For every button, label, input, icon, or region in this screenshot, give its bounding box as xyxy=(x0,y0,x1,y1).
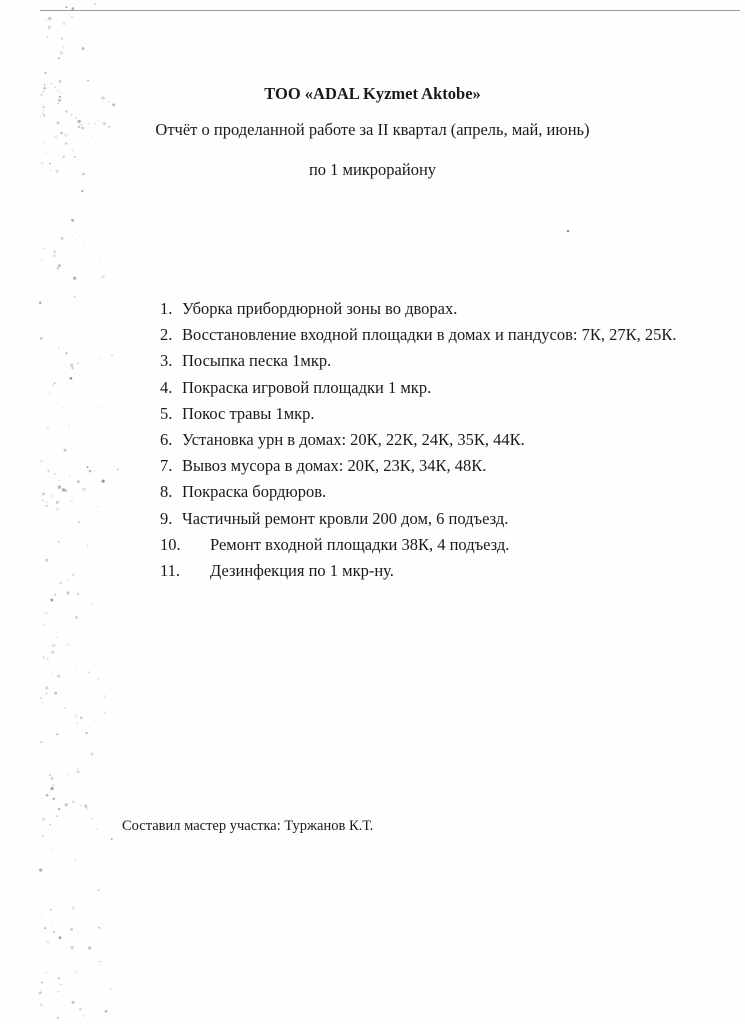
list-item-text: Ремонт входной площадки 38К, 4 подъезд. xyxy=(210,534,510,554)
speckle-dot xyxy=(44,998,45,999)
report-scope: по 1 микрорайону xyxy=(308,160,437,179)
speckle-dot xyxy=(98,405,101,408)
speckle-dot xyxy=(49,791,51,793)
speckle-dot xyxy=(46,972,48,974)
list-item-number: 4. xyxy=(160,377,173,397)
speckle-dot xyxy=(63,156,65,158)
speckle-dot xyxy=(65,110,68,113)
speckle-dot xyxy=(44,927,46,929)
speckle-dot xyxy=(65,803,68,806)
speckle-dot xyxy=(104,712,106,714)
speckle-dot xyxy=(101,479,104,482)
speckle-dot xyxy=(51,651,54,654)
speckle-dot xyxy=(57,267,60,270)
speckle-dot xyxy=(43,110,44,111)
speckle-dot xyxy=(39,868,42,871)
speckle-dot xyxy=(81,805,82,806)
speckle-dot xyxy=(48,17,51,20)
list-item xyxy=(160,506,720,532)
speckle-dot xyxy=(59,582,62,585)
list-item-number: 10. xyxy=(160,534,181,554)
speckle-dot xyxy=(50,373,51,374)
speckle-dot xyxy=(71,16,74,19)
speckle-dot xyxy=(41,982,43,984)
list-item xyxy=(160,558,720,584)
speckle-dot xyxy=(52,316,53,317)
speckle-dot xyxy=(83,488,86,491)
speckle-dot xyxy=(43,114,45,116)
speckle-dot xyxy=(53,239,54,240)
speckle-dot xyxy=(77,722,79,724)
speckle-dot xyxy=(54,473,56,475)
speckle-dot xyxy=(43,275,44,276)
speckle-dot xyxy=(120,525,121,526)
speckle-dot xyxy=(98,846,99,847)
speckle-dot xyxy=(47,426,49,428)
speckle-dot xyxy=(75,117,77,119)
speckle-dot xyxy=(39,991,42,994)
speckle-dot xyxy=(46,602,47,603)
speckle-dot xyxy=(39,1003,42,1006)
speckle-dot xyxy=(58,146,59,147)
speckle-dot xyxy=(89,470,92,473)
speckle-dot xyxy=(40,741,42,743)
list-item-text: Покраска бордюров. xyxy=(182,482,327,502)
speckle-dot xyxy=(58,613,59,614)
speckle-dot xyxy=(41,583,43,585)
speckle-dot xyxy=(82,47,85,50)
speckle-dot xyxy=(72,7,75,10)
speckle-dot xyxy=(56,637,57,638)
speckle-dot xyxy=(44,72,46,74)
speckle-dot xyxy=(39,301,42,304)
speckle-dot xyxy=(105,1010,108,1013)
speckle-dot xyxy=(62,762,63,763)
speckle-dot xyxy=(40,697,41,698)
speckle-dot xyxy=(50,849,52,851)
speckle-dot xyxy=(100,358,101,359)
speckle-dot xyxy=(67,643,70,646)
speckle-dot xyxy=(53,1021,55,1023)
list-item-text: Посыпка песка 1мкр. xyxy=(182,351,332,371)
speckle-dot xyxy=(75,971,78,974)
speckle-dot xyxy=(78,521,81,524)
speckle-dot xyxy=(45,612,47,614)
speckle-dot xyxy=(52,672,53,673)
speckle-dot xyxy=(56,508,58,510)
list-item-number: 9. xyxy=(160,508,173,528)
speckle-dot xyxy=(50,909,51,910)
speckle-dot xyxy=(56,733,58,735)
speckle-dot xyxy=(42,106,45,109)
speckle-dot xyxy=(53,251,55,253)
list-item-text: Восстановление входной площадки в домах и пандусов: 7К, 27К, 25К. xyxy=(182,325,677,345)
list-item xyxy=(160,427,720,453)
speckle-dot xyxy=(60,984,62,986)
speckle-dot xyxy=(61,995,62,996)
speckle-dot xyxy=(69,425,70,426)
speckle-dot xyxy=(58,808,60,810)
speckle-dot xyxy=(85,732,87,734)
speckle-dot xyxy=(70,928,73,931)
speckle-dot xyxy=(53,781,54,782)
speckle-dot xyxy=(46,794,49,797)
speckle-dot xyxy=(83,1015,85,1017)
speckle-dot xyxy=(52,784,54,786)
speckle-dot xyxy=(79,1008,82,1011)
speckle-dot xyxy=(42,818,45,821)
list-item xyxy=(160,401,720,427)
speckle-dot xyxy=(74,859,76,861)
speckle-dot xyxy=(64,707,66,709)
speckle-dot xyxy=(65,142,68,145)
speckle-dot xyxy=(65,352,67,354)
speckle-dot xyxy=(54,382,56,384)
speckle-dot xyxy=(97,506,99,508)
speckle-dot xyxy=(49,775,51,777)
speckle-dot xyxy=(63,450,65,452)
speckle-dot xyxy=(88,671,90,673)
speckle-dot xyxy=(66,591,69,594)
speckle-dot xyxy=(53,254,56,257)
speckle-dot xyxy=(45,686,48,689)
speckle-dot xyxy=(81,190,83,192)
list-item-number: 8. xyxy=(160,482,173,502)
list-item xyxy=(160,453,720,479)
speckle-dot xyxy=(45,19,47,21)
speckle-dot xyxy=(87,466,89,468)
speckle-dot xyxy=(102,275,105,278)
speckle-dot xyxy=(52,644,55,647)
speckle-dot xyxy=(86,807,88,809)
speckle-dot xyxy=(111,838,113,840)
speckle-dot xyxy=(95,491,96,492)
speckle-dot xyxy=(41,499,44,502)
speckle-dot xyxy=(44,248,45,249)
speckle-dot xyxy=(53,461,54,462)
speckle-dot xyxy=(74,957,75,958)
speckle-dot xyxy=(59,480,60,481)
signature-line: Составил мастер участка: Туржанов К.Т. xyxy=(122,818,374,834)
speckle-dot xyxy=(50,787,53,790)
speckle-dot xyxy=(72,801,74,803)
list-item-number: 1. xyxy=(160,299,173,318)
speckle-dot xyxy=(58,991,59,992)
speckle-dot xyxy=(73,296,75,298)
speckle-dot xyxy=(42,492,45,495)
speckle-dot xyxy=(75,616,78,619)
speckle-dot xyxy=(59,713,60,714)
speckle-dot xyxy=(87,79,89,81)
speckle-dot xyxy=(65,489,67,491)
speckle-dot xyxy=(71,907,74,910)
speckle-dot xyxy=(46,880,47,881)
list-item xyxy=(160,375,720,401)
speckle-dot xyxy=(47,469,49,471)
speckle-dot xyxy=(58,977,60,979)
list-item xyxy=(160,479,720,505)
speckle-dot xyxy=(54,282,55,283)
speckle-dot xyxy=(45,559,48,562)
speckle-dot xyxy=(58,57,60,59)
speckle-dot xyxy=(57,991,58,992)
list-item-text: Дезинфекция по 1 мкр-ну. xyxy=(210,561,394,581)
speckle-dot xyxy=(57,1017,59,1019)
speckle-dot xyxy=(61,37,63,39)
speckle-dot xyxy=(40,798,41,799)
speckle-dot xyxy=(56,825,58,827)
speckle-dot xyxy=(58,347,59,348)
speckle-dot xyxy=(48,392,50,394)
speckle-dot xyxy=(77,593,79,595)
speckle-dot xyxy=(91,818,92,819)
speckle-dot xyxy=(48,28,49,29)
speckle-dot xyxy=(53,931,55,933)
speckle-dot xyxy=(43,142,45,144)
speckle-dot xyxy=(71,149,73,151)
speckle-dot xyxy=(74,156,76,158)
speckle-dot xyxy=(54,594,56,596)
speckle-dot xyxy=(98,678,99,679)
list-item-text: Частичный ремонт кровли 200 дом, 6 подъезд. xyxy=(182,508,509,528)
speckle-dot xyxy=(49,824,51,826)
speckle-dot xyxy=(77,362,80,365)
speckle-dot xyxy=(72,235,73,236)
speckle-dot xyxy=(80,717,83,720)
speckle-dot xyxy=(104,695,106,697)
speckle-dot xyxy=(87,545,89,547)
work-list xyxy=(160,296,720,584)
list-item xyxy=(160,322,720,348)
speckle-dot xyxy=(54,692,57,695)
speckle-dot xyxy=(52,384,54,386)
speckle-dot xyxy=(45,78,46,79)
speckle-dot xyxy=(96,829,97,830)
speckle-dot xyxy=(71,367,74,370)
speckle-dot xyxy=(46,501,47,502)
speckle-dot xyxy=(42,656,45,659)
scan-speckle-noise xyxy=(30,0,140,1024)
speckle-dot xyxy=(67,579,69,581)
list-item-number: 2. xyxy=(160,325,173,345)
speckle-dot xyxy=(56,815,57,816)
speckle-dot xyxy=(117,468,119,470)
speckle-dot xyxy=(72,574,75,577)
speckle-dot xyxy=(98,889,100,891)
list-item-number: 11. xyxy=(160,561,181,581)
list-item-text: Покос травы 1мкр. xyxy=(182,403,315,423)
speckle-dot xyxy=(42,112,44,114)
list-item-number: 6. xyxy=(160,430,173,450)
speckle-dot xyxy=(58,541,60,543)
speckle-dot xyxy=(58,501,60,503)
speckle-dot xyxy=(50,599,53,602)
speckle-dot xyxy=(83,951,84,952)
speckle-dot xyxy=(49,573,50,574)
speckle-dot xyxy=(98,927,100,929)
speckle-dot xyxy=(71,114,72,115)
speckle-dot xyxy=(40,917,41,918)
speckle-dot xyxy=(59,936,62,939)
speckle-dot xyxy=(71,1001,74,1004)
speckle-dot xyxy=(56,193,57,194)
speckle-dot xyxy=(56,501,58,503)
speckle-dot xyxy=(67,773,69,775)
speckle-dot xyxy=(41,702,44,705)
speckle-dot xyxy=(47,36,48,37)
speckle-dot xyxy=(63,22,66,25)
speckle-dot xyxy=(84,245,86,247)
speckle-dot xyxy=(88,946,91,949)
scan-dot xyxy=(567,230,569,232)
list-item-text: Установка урн в домах: 20К, 22К, 24К, 35К, 44К. xyxy=(182,430,525,450)
speckle-dot xyxy=(77,768,79,770)
speckle-dot xyxy=(76,232,77,233)
speckle-dot xyxy=(52,797,55,800)
speckle-dot xyxy=(69,377,72,380)
speckle-dot xyxy=(46,505,48,507)
speckle-dot xyxy=(77,480,80,483)
list-item-number: 7. xyxy=(160,456,173,476)
speckle-dot xyxy=(58,264,61,267)
speckle-dot xyxy=(74,664,76,666)
speckle-dot xyxy=(57,675,60,678)
speckle-dot xyxy=(47,940,50,943)
speckle-dot xyxy=(45,692,47,694)
speckle-dot xyxy=(46,658,48,660)
speckle-dot xyxy=(71,500,73,502)
speckle-dot xyxy=(40,259,43,262)
speckle-dot xyxy=(65,143,66,144)
page-title: ТОО «ADAL Kyzmet Aktobe» xyxy=(264,84,481,103)
speckle-dot xyxy=(96,470,97,471)
list-item xyxy=(160,348,720,374)
speckle-dot xyxy=(60,51,63,54)
scan-top-edge xyxy=(40,10,740,11)
speckle-dot xyxy=(51,777,54,780)
speckle-dot xyxy=(44,624,45,625)
list-item-text: Покраска игровой площадки 1 мкр. xyxy=(182,377,432,397)
speckle-dot xyxy=(62,488,65,491)
speckle-dot xyxy=(84,805,87,808)
speckle-dot xyxy=(75,714,78,717)
speckle-dot xyxy=(73,277,76,280)
list-item-text: Уборка прибордюрной зоны во дворах. xyxy=(182,299,458,318)
list-item-number: 5. xyxy=(160,403,173,423)
speckle-dot xyxy=(90,602,93,605)
speckle-dot xyxy=(88,727,89,728)
speckle-dot xyxy=(40,337,43,340)
speckle-dot xyxy=(100,257,102,259)
speckle-dot xyxy=(69,475,70,476)
speckle-dot xyxy=(60,237,63,240)
speckle-dot xyxy=(71,219,74,222)
speckle-dot xyxy=(50,638,51,639)
speckle-dot xyxy=(99,961,100,962)
speckle-dot xyxy=(110,989,111,990)
speckle-dot xyxy=(70,946,73,949)
speckle-dot xyxy=(40,460,42,462)
speckle-dot xyxy=(45,152,47,154)
speckle-dot xyxy=(79,375,80,376)
speckle-dot xyxy=(59,80,62,83)
speckle-dot xyxy=(41,835,44,838)
speckle-dot xyxy=(111,354,113,356)
speckle-dot xyxy=(40,116,41,117)
speckle-dot xyxy=(75,765,76,766)
speckle-dot xyxy=(51,495,54,498)
speckle-dot xyxy=(64,0,65,1)
speckle-dot xyxy=(70,364,73,367)
list-item xyxy=(160,296,720,322)
list-item xyxy=(160,532,720,558)
speckle-dot xyxy=(62,46,64,48)
speckle-dot xyxy=(77,770,80,773)
speckle-dot xyxy=(94,3,95,4)
speckle-dot xyxy=(58,485,61,488)
list-item-text: Вывоз мусора в домах: 20К, 23К, 34К, 48К. xyxy=(182,456,487,476)
report-subtitle: Отчёт о проделанной работе за II квартал (апрель, май, июнь) xyxy=(155,120,590,139)
speckle-dot xyxy=(63,407,64,408)
speckle-dot xyxy=(50,921,51,922)
speckle-dot xyxy=(90,753,93,756)
speckle-dot xyxy=(59,107,60,108)
speckle-dot xyxy=(66,6,68,8)
list-item-number: 3. xyxy=(160,351,173,371)
